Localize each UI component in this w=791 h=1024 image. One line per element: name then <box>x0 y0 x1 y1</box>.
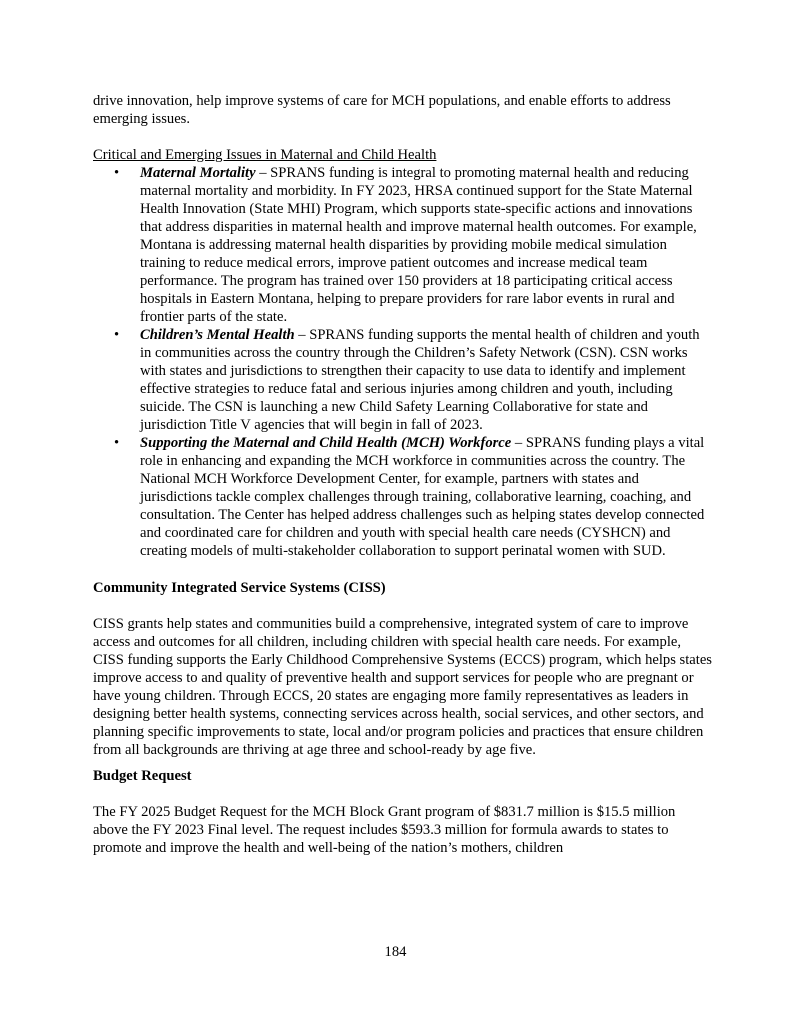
document-page <box>93 92 713 857</box>
ciss-heading: Community Integrated Service Systems (CISS) <box>93 580 386 596</box>
bullet-icon: • <box>114 165 120 181</box>
list-item-text: – SPRANS funding plays a vital role in enhancing and expanding the MCH workforce in communities across the country. The National MCH Workforce Development Center, for example, partners with states and jurisdictions tackle complex challenges through training, collaborative learning, coaching, and consultation. The Center has helped address challenges such as helping states develop connected and coordinated care for children and youth with special health care needs (CYSHCN) and creating models of multi-stakeholder collaboration to support perinatal women with SUD. <box>140 435 705 559</box>
list-item-text: – SPRANS funding is integral to promoting maternal health and reducing maternal mortality and morbidity. In FY 2023, HRSA continued support for the State Maternal Health Innovation (State MHI) Program, which supports state-specific actions and innovations that address disparities in maternal health and improve maternal health outcomes. For example, Montana is addressing maternal health disparities by providing mobile medical simulation training to reduce medical errors, improve patient outcomes and increase medical team performance. The program has trained over 150 providers at 18 participating critical access hospitals in Eastern Montana, helping to prepare providers for rare labor events in rural and frontier parts of the state. <box>140 165 697 325</box>
list-item-label: Children’s Mental Health <box>140 327 295 343</box>
list-item-label: Supporting the Maternal and Child Health (MCH) Workforce <box>140 435 512 451</box>
budget-request-paragraph: The FY 2025 Budget Request for the MCH Block Grant program of $831.7 million is $15.5 million above the FY 2023 Final level. The request includes $593.3 million for formula awards to states to promote and improve the health and well-being of the nation’s mothers, children <box>93 804 676 856</box>
list-item-text: – SPRANS funding supports the mental health of children and youth in communities across the country through the Children’s Safety Network (CSN). CSN works with states and jurisdictions to strengthen their capacity to use data to identify and implement effective strategies to reduce fatal and serious injuries among children and youth, including suicide. The CSN is launching a new Child Safety Learning Collaborative for state and jurisdiction Title V agencies that will begin in fall of 2023. <box>140 327 700 433</box>
intro-paragraph: drive innovation, help improve systems of care for MCH populations, and enable efforts to address emerging issues. <box>93 93 671 127</box>
list-item-maternal-mortality <box>93 164 713 326</box>
critical-issues-subheading: Critical and Emerging Issues in Maternal and Child Health <box>93 147 437 163</box>
list-item-label: Maternal Mortality <box>140 165 256 181</box>
budget-request-heading: Budget Request <box>93 768 192 784</box>
bullet-icon: • <box>114 327 120 343</box>
page-number: 184 <box>384 944 407 960</box>
list-item-childrens-mental-health <box>93 326 713 434</box>
ciss-paragraph: CISS grants help states and communities build a comprehensive, integrated system of care to improve access and outcomes for all children, including children with special health care needs. For example, CISS funding supports the Early Childhood Comprehensive Systems (ECCS) program, which helps states improve access to and quality of preventive health and support services for people who are pregnant or have young children. Through ECCS, 20 states are engaging more family representatives as leaders in designing better health systems, connecting services across health, social services, and other sectors, and planning specific improvements to state, local and/or program policies and practices that ensure children from all backgrounds are thriving at age three and school-ready by age five. <box>93 616 712 758</box>
list-item-mch-workforce <box>93 434 713 560</box>
critical-issues-list <box>93 164 713 560</box>
bullet-icon: • <box>114 435 120 451</box>
